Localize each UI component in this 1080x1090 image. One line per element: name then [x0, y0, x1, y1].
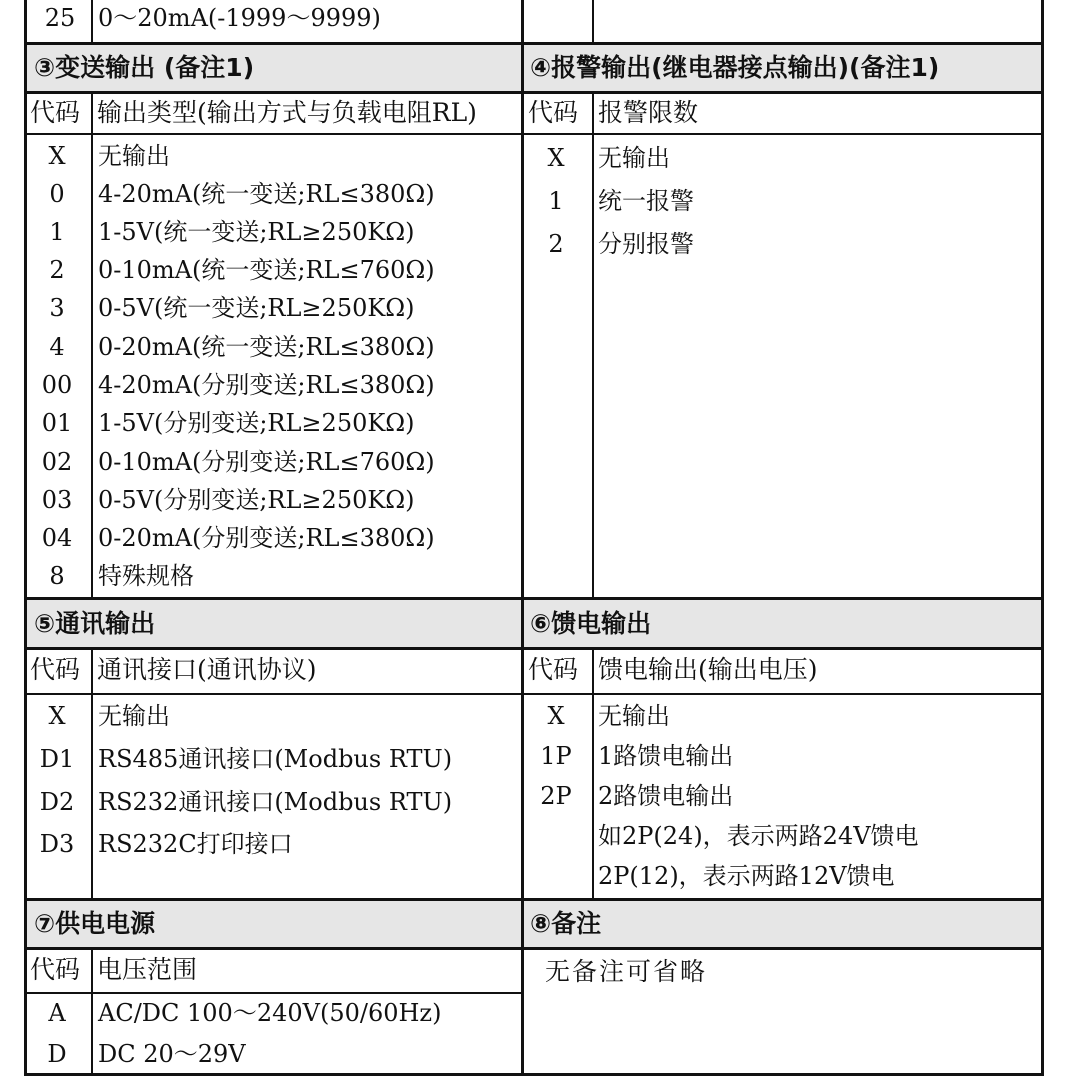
- table-row-code: D1: [39, 745, 75, 773]
- rule: [24, 647, 1044, 650]
- section6-title: ⑥馈电输出: [530, 609, 652, 638]
- section6-col-desc: 馈电输出(输出电压): [598, 655, 818, 684]
- table-row-code: D2: [39, 788, 75, 816]
- table-row-code: A: [48, 999, 66, 1027]
- table-row-code: X: [48, 142, 66, 170]
- top-row-desc: 0～20mA(-1999～9999): [98, 4, 381, 32]
- col-line: [592, 94, 594, 597]
- rule: [24, 91, 1044, 94]
- table-row-desc: 0-10mA(统一变送;RL≤760Ω): [98, 256, 435, 284]
- center-divider-band: [521, 901, 524, 948]
- table-row-desc: 分别报警: [598, 230, 694, 258]
- section8-note: 无备注可省略: [545, 957, 708, 986]
- center-divider-band: [521, 45, 524, 92]
- section5-col-desc: 通讯接口(通讯协议): [97, 655, 317, 684]
- center-divider-band: [521, 600, 524, 648]
- col-line: [592, 0, 594, 43]
- table-row-code: 3: [49, 294, 65, 322]
- section6-col-code: 代码: [528, 655, 579, 684]
- section4-col-desc: 报警限数: [598, 98, 699, 127]
- section5-title: ⑤通讯输出: [34, 609, 156, 638]
- section7-col-desc: 电压范围: [97, 955, 198, 984]
- table-row-desc: 特殊规格: [98, 562, 194, 590]
- table-row-code: 1: [49, 218, 65, 246]
- col-line: [91, 650, 93, 898]
- col-line: [91, 0, 93, 43]
- table-row-code: X: [48, 702, 66, 730]
- table-row-desc: 4-20mA(统一变送;RL≤380Ω): [98, 180, 435, 208]
- table-row-desc: 0-20mA(统一变送;RL≤380Ω): [98, 333, 435, 361]
- top-row-code: 25: [44, 4, 76, 32]
- rule: [24, 947, 1044, 950]
- section4-title: ④报警输出(继电器接点输出)(备注1): [530, 53, 940, 82]
- table-row-code: 2: [548, 230, 564, 258]
- section3-title: ③变送输出 (备注1): [34, 53, 255, 82]
- table-row-desc: 4-20mA(分别变送;RL≤380Ω): [98, 371, 435, 399]
- table-row-desc: 2P(12)，表示两路12V馈电: [598, 862, 895, 890]
- table-row-code: 1: [548, 187, 564, 215]
- table-row-code: 1P: [540, 742, 572, 770]
- table-row-desc: 1路馈电输出: [598, 742, 734, 770]
- table-row-code: 2: [49, 256, 65, 284]
- table-row-desc: DC 20～29V: [98, 1040, 246, 1068]
- section7-title: ⑦供电电源: [34, 909, 156, 938]
- table-row-code: 8: [49, 562, 65, 590]
- section3-col-desc: 输出类型(输出方式与负载电阻RL): [97, 98, 477, 127]
- table-row-desc: 无输出: [598, 144, 670, 172]
- table-row-desc: 0-5V(分别变送;RL≥250KΩ): [98, 486, 415, 514]
- rule: [24, 992, 522, 994]
- table-row-desc: RS232通讯接口(Modbus RTU): [98, 788, 453, 816]
- table-row-desc: RS485通讯接口(Modbus RTU): [98, 745, 453, 773]
- table-row-desc: AC/DC 100～240V(50/60Hz): [98, 999, 442, 1027]
- table-row-code: 4: [49, 333, 65, 361]
- table-row-desc: 1-5V(统一变送;RL≥250KΩ): [98, 218, 415, 246]
- table-row-desc: 0-5V(统一变送;RL≥250KΩ): [98, 294, 415, 322]
- table-row-desc: 如2P(24)，表示两路24V馈电: [598, 822, 919, 850]
- table-row-desc: 1-5V(分别变送;RL≥250KΩ): [98, 409, 415, 437]
- col-line: [91, 950, 93, 1076]
- table-row-desc: 0-20mA(分别变送;RL≤380Ω): [98, 524, 435, 552]
- table-row-desc: 无输出: [98, 142, 170, 170]
- table-row-desc: 0-10mA(分别变送;RL≤760Ω): [98, 448, 435, 476]
- table-row-code: 00: [41, 371, 73, 399]
- table-row-code: X: [547, 702, 565, 730]
- table-row-desc: 2路馈电输出: [598, 782, 734, 810]
- col-line: [91, 94, 93, 597]
- table-row-code: X: [547, 144, 565, 172]
- table-row-code: D: [47, 1040, 67, 1068]
- table-row-code: 0: [49, 180, 65, 208]
- table-row-code: 03: [41, 486, 73, 514]
- section8-title: ⑧备注: [530, 909, 602, 938]
- section7-col-code: 代码: [30, 955, 81, 984]
- table-row-code: 04: [41, 524, 73, 552]
- rule: [24, 133, 1044, 135]
- table-row-desc: 统一报警: [598, 187, 694, 215]
- table-row-desc: 无输出: [98, 702, 170, 730]
- table-row-desc: RS232C打印接口: [98, 830, 293, 858]
- table-row-desc: 无输出: [598, 702, 670, 730]
- rule: [24, 693, 1044, 695]
- col-line: [592, 650, 594, 898]
- table-row-code: 02: [41, 448, 73, 476]
- table-row-code: D3: [39, 830, 75, 858]
- section5-col-code: 代码: [30, 655, 81, 684]
- section3-col-code: 代码: [30, 98, 81, 127]
- section4-col-code: 代码: [528, 98, 579, 127]
- table-row-code: 2P: [540, 782, 572, 810]
- table-row-code: 01: [41, 409, 73, 437]
